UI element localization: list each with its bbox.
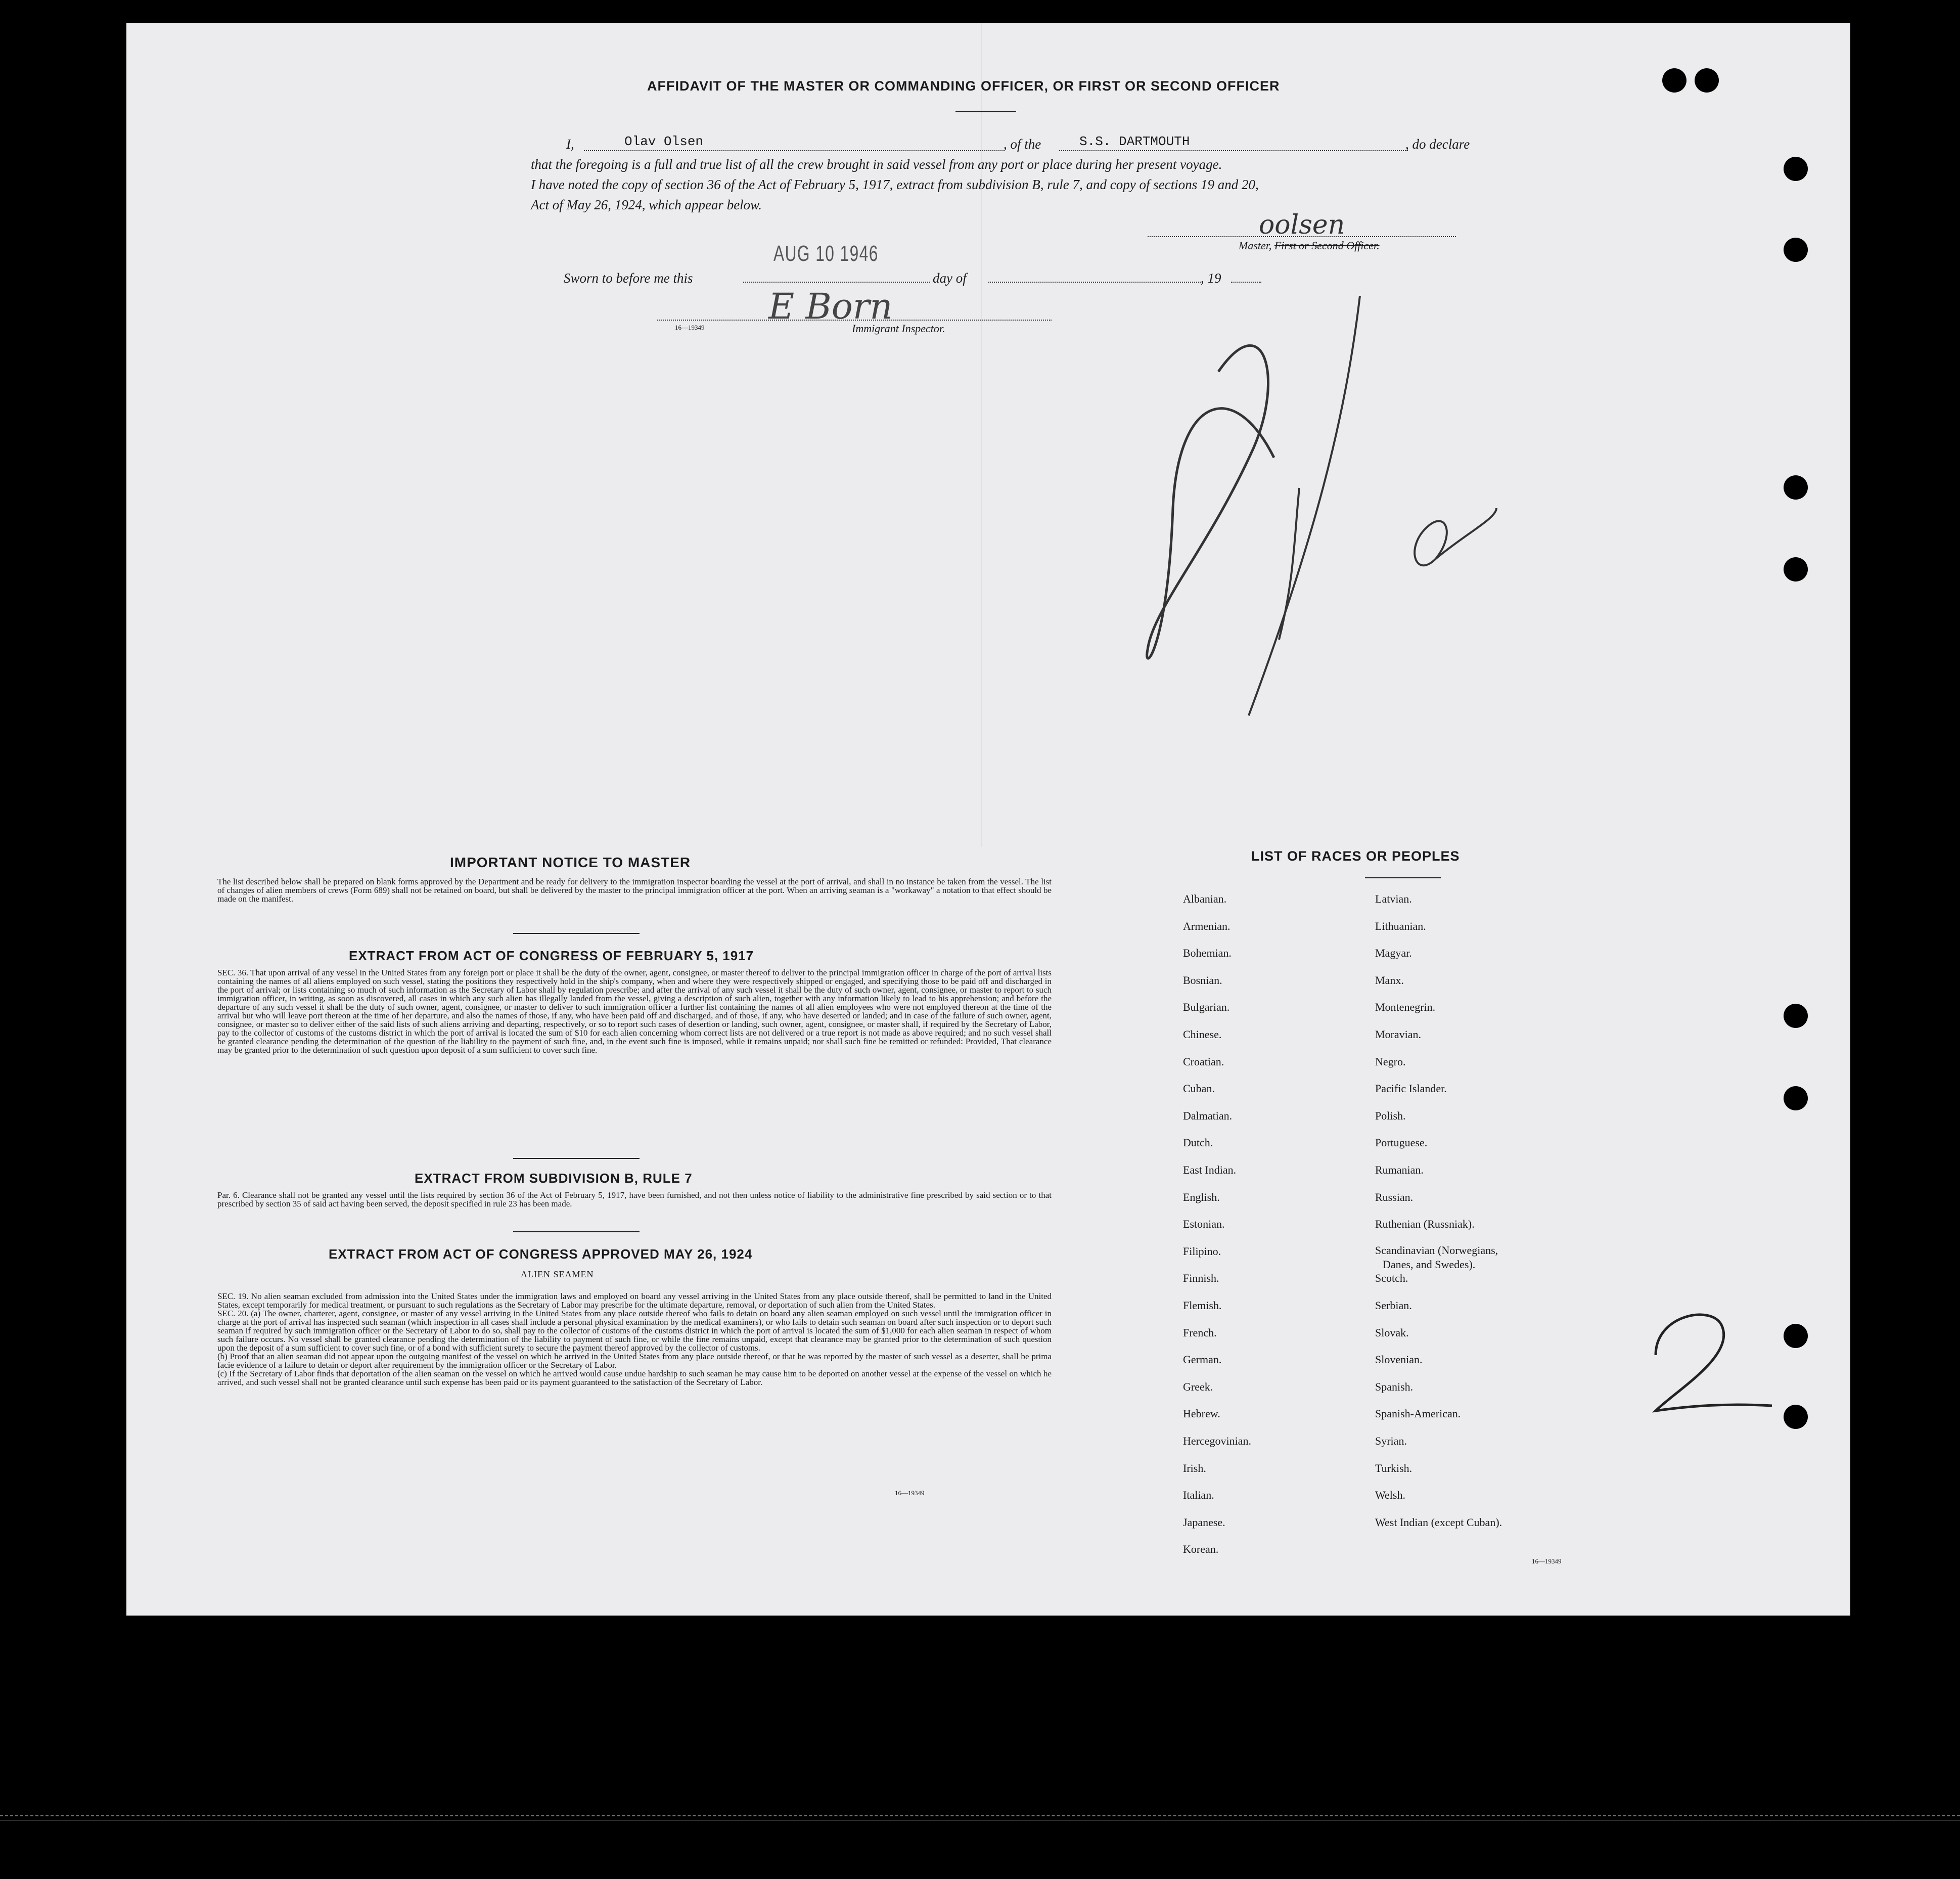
race-item: Spanish. (1375, 1380, 1414, 1393)
race-item: Syrian. (1375, 1435, 1407, 1447)
master-label: Master, (1239, 239, 1272, 252)
affidavit-line-4: Act of May 26, 1924, which appear below. (531, 197, 762, 212)
race-item: Lithuanian. (1375, 919, 1426, 932)
race-item: Greek. (1183, 1380, 1213, 1393)
race-item: Portuguese. (1375, 1136, 1428, 1149)
affidavit-heading: AFFIDAVIT OF THE MASTER OR COMMANDING OFFICER, OR FIRST OR SECOND OFFICER (647, 78, 1280, 94)
sworn-month-field (988, 281, 1201, 283)
race-item: Ruthenian (Russniak). (1375, 1218, 1475, 1231)
race-item: Bohemian. (1183, 947, 1232, 960)
race-item: Finnish. (1183, 1272, 1219, 1285)
race-item: Cuban. (1183, 1082, 1215, 1095)
sworn-year-field (1231, 281, 1261, 283)
race-item: Estonian. (1183, 1218, 1225, 1231)
race-item: Armenian. (1183, 919, 1230, 932)
punch-hole (1784, 557, 1808, 581)
sec19-text: SEC. 19. No alien seaman excluded from admission into the United States under the immigration laws and employed on board any vessel arriving in the United States from any place outside thereof, shall be permitted to land in the United States, except temporarily for medical treatment, or pursuant to such regulations as the Secretary of Labor may prescribe for the ultimate departure, removal, or deportation of such alien from the United States. (217, 1291, 1052, 1310)
punch-hole (1784, 157, 1808, 181)
year-label: , 19 (1201, 271, 1221, 286)
sec20b-text: (b) Proof that an alien seaman did not appear upon the outgoing manifest of the vessel on which he arrived in the United States from any place outside thereof, or that he was reported by the master of such vessel as a deserter, shall be prima facie evidence of a failure to detain or deport after requirement by the immigration officer or the Secretary of Labor. (217, 1352, 1052, 1370)
scan-edge-line (0, 1815, 1960, 1816)
punch-hole (1784, 238, 1808, 262)
master-title-label (1239, 239, 1380, 252)
race-item: Russian. (1375, 1190, 1414, 1203)
race-item: Hebrew. (1183, 1407, 1220, 1420)
notice-heading: IMPORTANT NOTICE TO MASTER (450, 855, 691, 870)
race-item: Slovenian. (1375, 1353, 1423, 1366)
affidavit-line-3: I have noted the copy of section 36 of the Act of February 5, 1917, extract from subdivision B, rule 7, and copy of sections 19 and 20, (531, 177, 1259, 192)
scan-edge-line (0, 1820, 1960, 1821)
notice-rule (513, 933, 640, 934)
punch-hole (1695, 68, 1719, 93)
vessel-field (1059, 135, 1408, 151)
sworn-label: Sworn to before me this (564, 271, 693, 286)
race-item: Latvian. (1375, 892, 1412, 905)
extract-1924-heading: EXTRACT FROM ACT OF CONGRESS APPROVED MAY 26, 1924 (329, 1246, 753, 1262)
race-item: East Indian. (1183, 1164, 1237, 1176)
races-rule (1365, 877, 1441, 878)
punch-hole (1784, 1086, 1808, 1110)
extract-form-number: 16—19349 (895, 1489, 925, 1497)
race-item: Pacific Islander. (1375, 1082, 1447, 1095)
document-page (126, 23, 1850, 1616)
date-stamp: AUG 10 1946 (773, 241, 879, 266)
race-item: Rumanian. (1375, 1164, 1424, 1176)
race-item: Montenegrin. (1375, 1001, 1436, 1014)
sworn-day-field (743, 281, 930, 283)
race-item: Slovak. (1375, 1326, 1409, 1339)
race-item: Hercegovinian. (1183, 1435, 1251, 1447)
race-item: Filipino. (1183, 1244, 1221, 1258)
race-item: Croatian. (1183, 1055, 1224, 1068)
race-item: Scandinavian (Norwegians, (1375, 1243, 1498, 1257)
extract-rule7-text: Par. 6. Clearance shall not be granted any vessel until the lists required by section 36 of the Act of February 5, 1917, have been furnished, and not then unless notice of liability to the administrative fine prescribed by said section or to that prescribed by section 35 of said act having been served, the deposit specified in rule 23 has been made. (217, 1190, 1052, 1209)
inspector-signature: E Born (768, 286, 893, 327)
alien-seamen-subheading: ALIEN SEAMEN (521, 1269, 594, 1279)
sec20c-text: (c) If the Secretary of Labor finds that deportation of the alien seaman on the vessel on which he arrived would cause undue hardship to such seaman he may cause him to be deported on another vessel at the expense of the vessel on which he arrived, and such vessel shall not be granted clearance until such expense has been paid or its payment guaranteed to the satisfaction of the Secretary of Labor. (217, 1369, 1052, 1387)
race-item: Serbian. (1375, 1299, 1412, 1312)
extract-rule7-rule (513, 1231, 640, 1232)
race-item: Dutch. (1183, 1136, 1213, 1149)
race-item: West Indian (except Cuban). (1375, 1515, 1502, 1529)
race-item: Turkish. (1375, 1461, 1412, 1474)
affidavit-line-2: that the foregoing is a full and true list of all the crew brought in said vessel from any port or place during her present voyage. (531, 157, 1222, 172)
punch-hole (1784, 1405, 1808, 1429)
extract-1917-text: SEC. 36. That upon arrival of any vessel in the United States from any foreign port or place it shall be the duty of the owner, agent, consignee, or master thereof to deliver to the principal immigration officer in charge of the port of arrival lists containing the names of all aliens employed on such vessel, stating the positions they respectively hold in the ship's company, when and where they were respectively shipped or engaged, and specifying those to be paid off and discharged in the port of arrival; or lists containing so much of such information as the Secretary of Labor shall by regulation prescribe; and after the arrival of any such vessel it shall be the duty of such owner, agent, consignee, or master to report to such immigration officer, in writing, as soon as discovered, all cases in which any such alien has illegally landed from the vessel, giving a description of such alien, together with any information likely to lead to his apprehension; and before the departure of any such vessel it shall be the duty of such owner, agent, consignee, or master to deliver to such immigration officer a further list containing the names of all alien employees who were not employed thereon at the time of the arrival but who will leave port thereon at the time of her departure, and also the names of those, if any, who have been paid off and discharged, and of those, if any, who have deserted or landed; and in case of the failure of such owner, agent, consignee, or master so to deliver either of the said lists of such aliens arriving and departing, respectively, or so to report such cases of desertion or landing, such owner, agent, consignee, or master shall, if required by the Secretary of Labor, pay to the collector of customs of the customs district in which the port of arrival is located the sum of $10 for each alien concerning whom correct lists are not delivered or a true report is not made as above required; and no such vessel shall be granted clearance pending the determination of the question of the liability to the payment of such fine, and, in the event such fine is imposed, while it remains unpaid; nor shall such fine be remitted or refunded: Provided, That clearance may be granted prior to the determination of such question upon deposit of a sum sufficient to cover such fine. (217, 968, 1052, 1055)
extract-1917-rule (513, 1158, 640, 1159)
race-item: Polish. (1375, 1109, 1406, 1122)
extract-1917-heading: EXTRACT FROM ACT OF CONGRESS OF FEBRUARY 5, 1917 (349, 948, 754, 963)
race-item: Albanian. (1183, 892, 1227, 905)
do-declare-label: , do declare (1405, 137, 1470, 152)
affidavit-form-number: 16—19349 (675, 324, 705, 331)
race-item: Dalmatian. (1183, 1109, 1233, 1122)
master-signature: oolsen (1259, 210, 1345, 240)
race-item: Irish. (1183, 1461, 1206, 1474)
extract-1924-body (217, 1292, 1052, 1386)
race-item: Moravian. (1375, 1028, 1422, 1041)
race-item: Manx. (1375, 973, 1404, 987)
punch-hole (1662, 68, 1686, 93)
sec20a-text: SEC. 20. (a) The owner, charterer, agent, consignee, or master of any vessel arriving in the United States from any place outside thereof who fails to detain on board any alien seaman employed on such vessel until the immigration officer in charge at the port of arrival has inspected such seaman (which inspection in all cases shall include a personal physical examination by the medical examiners), or who fails to detain such seaman on board after such inspection or to deport such seaman if required by such immigration officer or the Secretary of Labor to do so, shall pay to the collector of customs of the customs district in which the port of arrival is located the sum of $1,000 for each alien seaman in respect of whom such failure occurs. No vessel shall be granted clearance pending the determination of the liability to payment of such fine, or while the fine remains unpaid, except that clearance may be granted prior to the determination of such question upon the deposit of a sum sufficient to cover such fine, or of a bond with sufficient surety to secure the payment thereof approved by the collector of customs. (217, 1309, 1052, 1353)
master-name: Olav Olsen (624, 134, 704, 149)
struck-officer-label: First or Second Officer. (1274, 239, 1380, 252)
day-of-label: day of (933, 271, 967, 286)
race-item: Italian. (1183, 1489, 1214, 1502)
handwritten-page-mark (1646, 1294, 1777, 1426)
name-field (584, 135, 1004, 151)
race-item: Bosnian. (1183, 973, 1222, 987)
punch-hole (1784, 475, 1808, 500)
inspector-label: Immigrant Inspector. (852, 322, 945, 335)
race-item: Korean. (1183, 1543, 1219, 1556)
race-item: Welsh. (1375, 1489, 1405, 1502)
race-item: Chinese. (1183, 1028, 1222, 1041)
extract-rule7-heading: EXTRACT FROM SUBDIVISION B, RULE 7 (415, 1171, 693, 1186)
race-item: Japanese. (1183, 1515, 1225, 1529)
affidavit-i: I, (566, 137, 574, 152)
race-item: Scotch. (1375, 1272, 1408, 1285)
race-item: English. (1183, 1190, 1220, 1203)
race-item: Spanish-American. (1375, 1407, 1461, 1420)
race-item: Bulgarian. (1183, 1001, 1230, 1014)
of-the-label: , of the (1004, 137, 1041, 152)
races-form-number: 16—19349 (1532, 1557, 1562, 1565)
race-item: Negro. (1375, 1055, 1406, 1068)
races-heading: LIST OF RACES OR PEOPLES (1251, 848, 1460, 864)
race-item: Danes, and Swedes). (1383, 1258, 1476, 1271)
race-item: Magyar. (1375, 947, 1412, 960)
vessel-name: S.S. DARTMOUTH (1079, 134, 1190, 149)
race-item: German. (1183, 1353, 1222, 1366)
punch-hole (1784, 1004, 1808, 1028)
punch-hole (1784, 1324, 1808, 1348)
handwritten-note-8-10 (1132, 296, 1587, 741)
race-item: Flemish. (1183, 1299, 1222, 1312)
heading-rule (955, 111, 1016, 112)
notice-text: The list described below shall be prepared on blank forms approved by the Department and be ready for delivery to the immigration inspector boarding the vessel at the port of arrival, and shall in no instance be taken from the vessel. The list of changes of alien members of crews (Form 689) shall not be retained on board, but shall be delivered by the master to the principal immigration officer at the port. When an arriving seaman is a "workaway" a notation to that effect should be made on the manifest. (217, 877, 1052, 904)
race-item: French. (1183, 1326, 1217, 1339)
